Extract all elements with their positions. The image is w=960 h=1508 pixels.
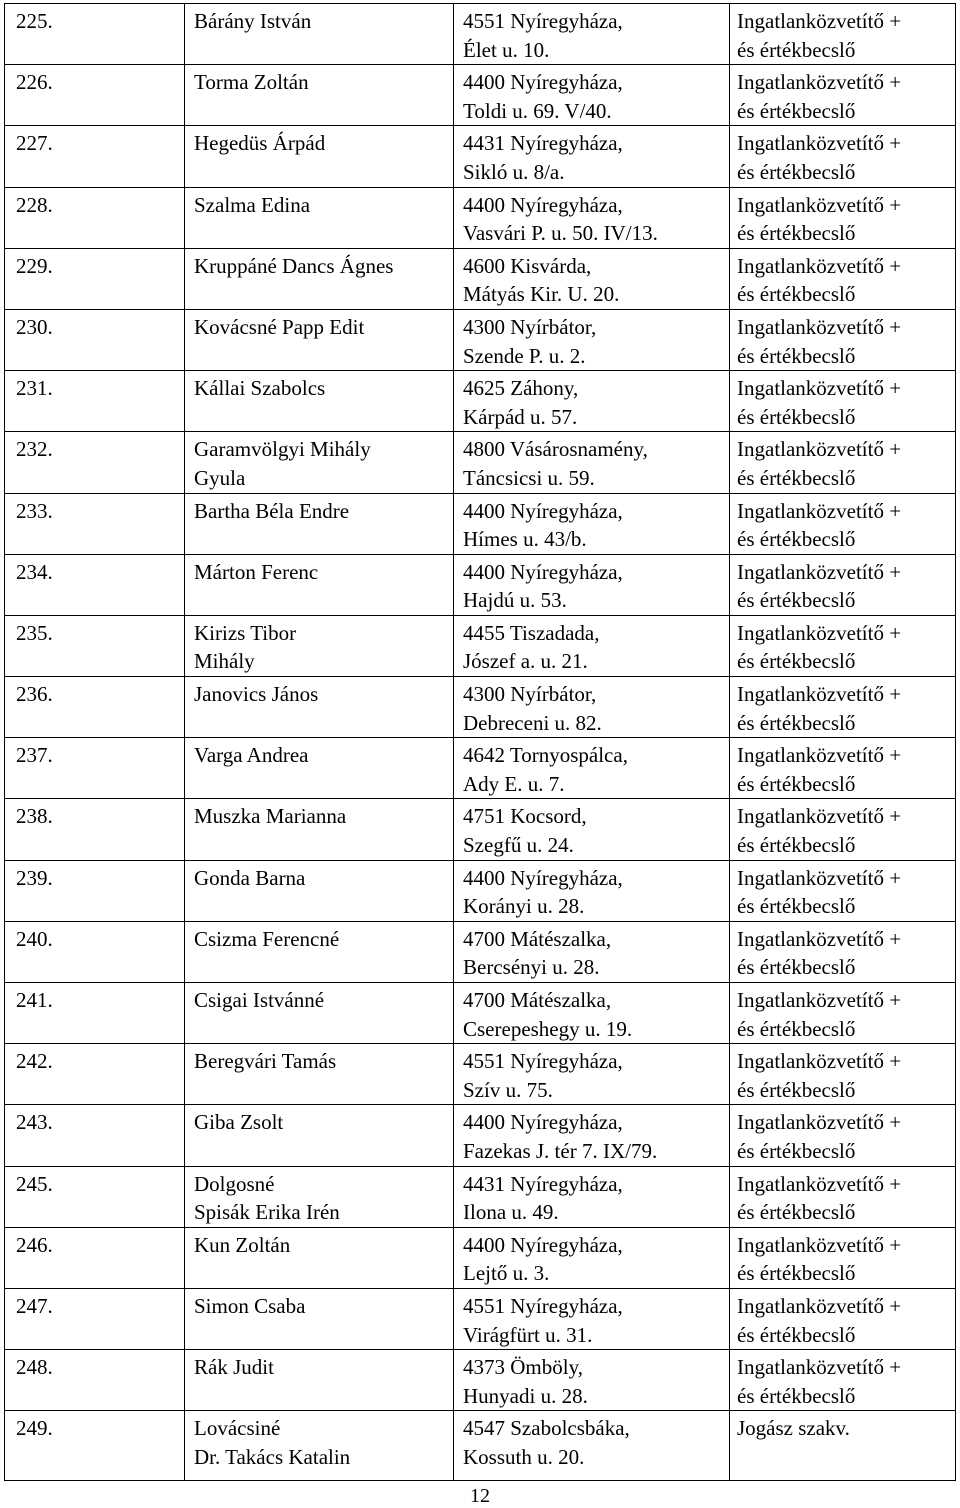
person-name-line: Garamvölgyi Mihály xyxy=(194,437,371,462)
address-line: Hunyadi u. 28. xyxy=(463,1383,588,1408)
entry-number-cell: 247. xyxy=(5,1288,185,1349)
person-name-cell xyxy=(185,493,454,554)
person-name-line: Kállai Szabolcs xyxy=(194,376,326,401)
person-name-line: Muszka Marianna xyxy=(194,804,347,829)
address-line: 4547 Szabolcsbáka, xyxy=(463,1416,630,1441)
page-number: 12 xyxy=(470,1485,490,1507)
table-row xyxy=(5,65,956,126)
qualification-cell xyxy=(730,554,956,615)
registry-table-body xyxy=(5,4,956,1481)
person-name-cell xyxy=(185,1411,454,1481)
address-line: Lejtő u. 3. xyxy=(463,1261,550,1286)
person-name-cell xyxy=(185,1288,454,1349)
address-line: Ady E. u. 7. xyxy=(463,771,565,796)
table-row xyxy=(5,799,956,860)
person-name-line: Csizma Ferencné xyxy=(194,926,340,951)
address-cell xyxy=(454,1105,730,1166)
qualification-line: Ingatlanközvetítő + xyxy=(737,1110,902,1135)
address-cell xyxy=(454,1350,730,1411)
qualification-line: és értékbecslő xyxy=(737,955,856,980)
address-line: Sikló u. 8/a. xyxy=(463,159,565,184)
address-cell xyxy=(454,309,730,370)
qualification-cell xyxy=(730,4,956,65)
address-line: 4751 Kocsord, xyxy=(463,804,587,829)
qualification-line: Ingatlanközvetítő + xyxy=(737,131,902,156)
qualification-cell xyxy=(730,187,956,248)
qualification-line: Ingatlanközvetítő + xyxy=(737,743,902,768)
table-row xyxy=(5,738,956,799)
entry-number-cell: 237. xyxy=(5,738,185,799)
person-name-line: Beregvári Tamás xyxy=(194,1049,337,1074)
address-line: Toldi u. 69. V/40. xyxy=(463,98,612,123)
address-cell xyxy=(454,1288,730,1349)
address-line: Szív u. 75. xyxy=(463,1077,553,1102)
address-line: 4431 Nyíregyháza, xyxy=(463,131,623,156)
address-cell xyxy=(454,860,730,921)
address-line: 4551 Nyíregyháza, xyxy=(463,1293,623,1318)
table-row xyxy=(5,493,956,554)
person-name-line: Kirizs Tibor xyxy=(194,620,297,645)
qualification-line: és értékbecslő xyxy=(737,1138,856,1163)
person-name-cell xyxy=(185,309,454,370)
address-line: Ilona u. 49. xyxy=(463,1200,559,1225)
table-row xyxy=(5,921,956,982)
qualification-line: Ingatlanközvetítő + xyxy=(737,70,902,95)
qualification-line: és értékbecslő xyxy=(737,1016,856,1041)
qualification-line: Ingatlanközvetítő + xyxy=(737,804,902,829)
qualification-line: és értékbecslő xyxy=(737,37,856,62)
person-name-cell xyxy=(185,1350,454,1411)
person-name-line: Lovácsiné xyxy=(194,1416,281,1441)
qualification-cell xyxy=(730,1044,956,1105)
address-line: Mátyás Kir. U. 20. xyxy=(463,282,620,307)
address-line: 4700 Mátészalka, xyxy=(463,988,612,1012)
entry-number-cell: 246. xyxy=(5,1227,185,1288)
entry-number-cell: 238. xyxy=(5,799,185,860)
qualification-line: Ingatlanközvetítő + xyxy=(737,1171,902,1196)
address-line: Bercsényi u. 28. xyxy=(463,955,600,980)
address-cell xyxy=(454,983,730,1044)
qualification-line: Ingatlanközvetítő + xyxy=(737,498,902,523)
table-row xyxy=(5,309,956,370)
table-row xyxy=(5,4,956,65)
qualification-cell xyxy=(730,615,956,676)
entry-number-cell: 249. xyxy=(5,1411,185,1481)
person-name-line: Kruppáné Dancs Ágnes xyxy=(194,253,394,278)
qualification-cell xyxy=(730,1411,956,1481)
address-line: 4400 Nyíregyháza, xyxy=(463,559,623,584)
qualification-cell xyxy=(730,432,956,493)
person-name-cell xyxy=(185,738,454,799)
qualification-line: és értékbecslő xyxy=(737,282,856,307)
entry-number-cell: 235. xyxy=(5,615,185,676)
table-row xyxy=(5,1166,956,1227)
qualification-line: és értékbecslő xyxy=(737,649,856,674)
address-line: Hajdú u. 53. xyxy=(463,588,567,613)
person-name-line: Torma Zoltán xyxy=(194,70,309,95)
person-name-cell xyxy=(185,4,454,65)
person-name-line: Mihály xyxy=(194,649,255,674)
person-name-line: Janovics János xyxy=(194,682,319,707)
address-cell xyxy=(454,677,730,738)
entry-number-cell: 232. xyxy=(5,432,185,493)
address-line: 4300 Nyírbátor, xyxy=(463,682,597,707)
qualification-line: Ingatlanközvetítő + xyxy=(737,9,902,33)
address-line: Szende P. u. 2. xyxy=(463,343,586,368)
qualification-line: és értékbecslő xyxy=(737,588,856,613)
qualification-line: Ingatlanközvetítő + xyxy=(737,314,902,339)
qualification-line: és értékbecslő xyxy=(737,833,856,858)
person-name-line: Spisák Erika Irén xyxy=(194,1200,340,1225)
qualification-line: Ingatlanközvetítő + xyxy=(737,865,902,890)
address-line: Fazekas J. tér 7. IX/79. xyxy=(463,1138,658,1163)
table-row xyxy=(5,187,956,248)
qualification-line: és értékbecslő xyxy=(737,527,856,552)
person-name-line: Márton Ferenc xyxy=(194,559,319,584)
address-cell xyxy=(454,126,730,187)
entry-number-cell: 241. xyxy=(5,983,185,1044)
address-line: 4800 Vásárosnamény, xyxy=(463,437,648,462)
person-name-cell xyxy=(185,1166,454,1227)
address-line: 4431 Nyíregyháza, xyxy=(463,1171,623,1196)
qualification-line: és értékbecslő xyxy=(737,404,856,429)
address-cell xyxy=(454,4,730,65)
person-name-cell xyxy=(185,248,454,309)
qualification-line: és értékbecslő xyxy=(737,710,856,735)
person-name-cell xyxy=(185,371,454,432)
qualification-line: Ingatlanközvetítő + xyxy=(737,559,902,584)
address-line: 4642 Tornyospálca, xyxy=(463,743,628,768)
address-line: 4551 Nyíregyháza, xyxy=(463,9,623,33)
address-line: Táncsicsi u. 59. xyxy=(463,465,595,490)
entry-number-cell: 243. xyxy=(5,1105,185,1166)
person-name-line: Dr. Takács Katalin xyxy=(194,1444,351,1469)
person-name-cell xyxy=(185,65,454,126)
entry-number-cell: 225. xyxy=(5,4,185,65)
person-name-cell xyxy=(185,799,454,860)
person-name-line: Gyula xyxy=(194,465,246,490)
address-cell xyxy=(454,554,730,615)
table-row xyxy=(5,371,956,432)
person-name-line: Bartha Béla Endre xyxy=(194,498,350,523)
qualification-cell xyxy=(730,371,956,432)
address-cell xyxy=(454,65,730,126)
qualification-line: Ingatlanközvetítő + xyxy=(737,620,902,645)
qualification-line: Ingatlanközvetítő + xyxy=(737,926,902,951)
qualification-line: és értékbecslő xyxy=(737,1383,856,1408)
qualification-line: Ingatlanközvetítő + xyxy=(737,1049,902,1074)
address-line: Cserepeshegy u. 19. xyxy=(463,1016,633,1041)
qualification-cell xyxy=(730,1350,956,1411)
qualification-line: és értékbecslő xyxy=(737,1077,856,1102)
person-name-cell xyxy=(185,187,454,248)
person-name-cell xyxy=(185,126,454,187)
qualification-cell xyxy=(730,1166,956,1227)
entry-number-cell: 242. xyxy=(5,1044,185,1105)
address-cell xyxy=(454,1227,730,1288)
address-line: Kárpád u. 57. xyxy=(463,404,578,429)
person-name-cell xyxy=(185,921,454,982)
table-row xyxy=(5,248,956,309)
table-row xyxy=(5,1044,956,1105)
table-row xyxy=(5,1411,956,1481)
entry-number-cell: 233. xyxy=(5,493,185,554)
entry-number-cell: 231. xyxy=(5,371,185,432)
qualification-line: Ingatlanközvetítő + xyxy=(737,1232,902,1257)
qualification-cell xyxy=(730,493,956,554)
table-row xyxy=(5,1288,956,1349)
person-name-line: Rák Judit xyxy=(194,1355,274,1380)
qualification-cell xyxy=(730,738,956,799)
qualification-cell xyxy=(730,799,956,860)
entry-number-cell: 248. xyxy=(5,1350,185,1411)
address-cell xyxy=(454,799,730,860)
qualification-cell xyxy=(730,65,956,126)
qualification-cell xyxy=(730,921,956,982)
entry-number-cell: 230. xyxy=(5,309,185,370)
person-name-line: Szalma Edina xyxy=(194,192,311,217)
qualification-cell xyxy=(730,983,956,1044)
table-row xyxy=(5,1105,956,1166)
address-line: Debreceni u. 82. xyxy=(463,710,602,735)
address-cell xyxy=(454,187,730,248)
address-cell xyxy=(454,432,730,493)
qualification-line: és értékbecslő xyxy=(737,98,856,123)
person-name-cell xyxy=(185,432,454,493)
person-name-cell xyxy=(185,615,454,676)
person-name-line: Csigai Istvánné xyxy=(194,988,325,1012)
qualification-line: és értékbecslő xyxy=(737,221,856,246)
person-name-line: Hegedüs Árpád xyxy=(194,131,326,156)
person-name-cell xyxy=(185,1105,454,1166)
qualification-line: Ingatlanközvetítő + xyxy=(737,192,902,217)
address-line: 4625 Záhony, xyxy=(463,376,579,401)
address-cell xyxy=(454,615,730,676)
address-line: 4455 Tiszadada, xyxy=(463,620,600,645)
person-name-cell xyxy=(185,983,454,1044)
person-name-line: Bárány István xyxy=(194,9,312,33)
address-line: 4400 Nyíregyháza, xyxy=(463,1232,623,1257)
person-name-line: Varga Andrea xyxy=(194,743,309,768)
address-line: 4400 Nyíregyháza, xyxy=(463,498,623,523)
address-cell xyxy=(454,1166,730,1227)
qualification-cell xyxy=(730,1227,956,1288)
entry-number-cell: 229. xyxy=(5,248,185,309)
address-cell xyxy=(454,493,730,554)
person-name-line: Giba Zsolt xyxy=(194,1110,284,1135)
qualification-line: Ingatlanközvetítő + xyxy=(737,1293,902,1318)
address-cell xyxy=(454,371,730,432)
address-cell xyxy=(454,921,730,982)
qualification-cell xyxy=(730,309,956,370)
registry-table xyxy=(4,3,956,1481)
address-line: 4400 Nyíregyháza, xyxy=(463,70,623,95)
entry-number-cell: 245. xyxy=(5,1166,185,1227)
qualification-line: Ingatlanközvetítő + xyxy=(737,376,902,401)
qualification-line: és értékbecslő xyxy=(737,1200,856,1225)
qualification-line: Ingatlanközvetítő + xyxy=(737,988,902,1012)
person-name-cell xyxy=(185,554,454,615)
table-row xyxy=(5,554,956,615)
entry-number-cell: 228. xyxy=(5,187,185,248)
qualification-line: és értékbecslő xyxy=(737,465,856,490)
address-cell xyxy=(454,1411,730,1481)
qualification-line: és értékbecslő xyxy=(737,894,856,919)
table-row xyxy=(5,126,956,187)
table-row xyxy=(5,983,956,1044)
address-line: 4400 Nyíregyháza, xyxy=(463,1110,623,1135)
address-cell xyxy=(454,738,730,799)
qualification-cell xyxy=(730,677,956,738)
address-line: Kossuth u. 20. xyxy=(463,1444,585,1469)
address-line: Korányi u. 28. xyxy=(463,894,585,919)
qualification-line: Jogász szakv. xyxy=(737,1416,850,1441)
table-row xyxy=(5,677,956,738)
address-line: 4300 Nyírbátor, xyxy=(463,314,597,339)
qualification-cell xyxy=(730,1105,956,1166)
address-line: 4373 Ömböly, xyxy=(463,1355,583,1380)
address-line: 4551 Nyíregyháza, xyxy=(463,1049,623,1074)
qualification-line: és értékbecslő xyxy=(737,771,856,796)
person-name-line: Kun Zoltán xyxy=(194,1232,291,1257)
person-name-cell xyxy=(185,1044,454,1105)
address-line: 4400 Nyíregyháza, xyxy=(463,865,623,890)
address-line: 4400 Nyíregyháza, xyxy=(463,192,623,217)
person-name-cell xyxy=(185,1227,454,1288)
qualification-line: és értékbecslő xyxy=(737,1322,856,1347)
person-name-cell xyxy=(185,860,454,921)
qualification-cell xyxy=(730,1288,956,1349)
entry-number-cell: 239. xyxy=(5,860,185,921)
qualification-cell xyxy=(730,248,956,309)
person-name-line: Dolgosné xyxy=(194,1171,275,1196)
table-row xyxy=(5,615,956,676)
entry-number-cell: 226. xyxy=(5,65,185,126)
address-line: Virágfürt u. 31. xyxy=(463,1322,593,1347)
qualification-cell xyxy=(730,860,956,921)
address-line: Jószef a. u. 21. xyxy=(463,649,588,674)
address-line: 4600 Kisvárda, xyxy=(463,253,592,278)
address-line: Vasvári P. u. 50. IV/13. xyxy=(463,221,658,246)
entry-number-cell: 227. xyxy=(5,126,185,187)
address-line: 4700 Mátészalka, xyxy=(463,926,612,951)
person-name-cell xyxy=(185,677,454,738)
qualification-cell xyxy=(730,126,956,187)
entry-number-cell: 236. xyxy=(5,677,185,738)
table-row xyxy=(5,1350,956,1411)
qualification-line: Ingatlanközvetítő + xyxy=(737,437,902,462)
entry-number-cell: 234. xyxy=(5,554,185,615)
address-cell xyxy=(454,1044,730,1105)
address-line: Hímes u. 43/b. xyxy=(463,527,587,552)
qualification-line: és értékbecslő xyxy=(737,1261,856,1286)
table-row xyxy=(5,860,956,921)
person-name-line: Simon Csaba xyxy=(194,1293,306,1318)
qualification-line: és értékbecslő xyxy=(737,159,856,184)
qualification-line: Ingatlanközvetítő + xyxy=(737,1355,902,1380)
address-cell xyxy=(454,248,730,309)
qualification-line: Ingatlanközvetítő + xyxy=(737,253,902,278)
table-row xyxy=(5,1227,956,1288)
qualification-line: Ingatlanközvetítő + xyxy=(737,682,902,707)
qualification-line: és értékbecslő xyxy=(737,343,856,368)
address-line: Szegfű u. 24. xyxy=(463,833,574,858)
person-name-line: Gonda Barna xyxy=(194,865,306,890)
address-line: Élet u. 10. xyxy=(463,37,550,62)
table-row xyxy=(5,432,956,493)
person-name-line: Kovácsné Papp Edit xyxy=(194,314,365,339)
entry-number-cell: 240. xyxy=(5,921,185,982)
